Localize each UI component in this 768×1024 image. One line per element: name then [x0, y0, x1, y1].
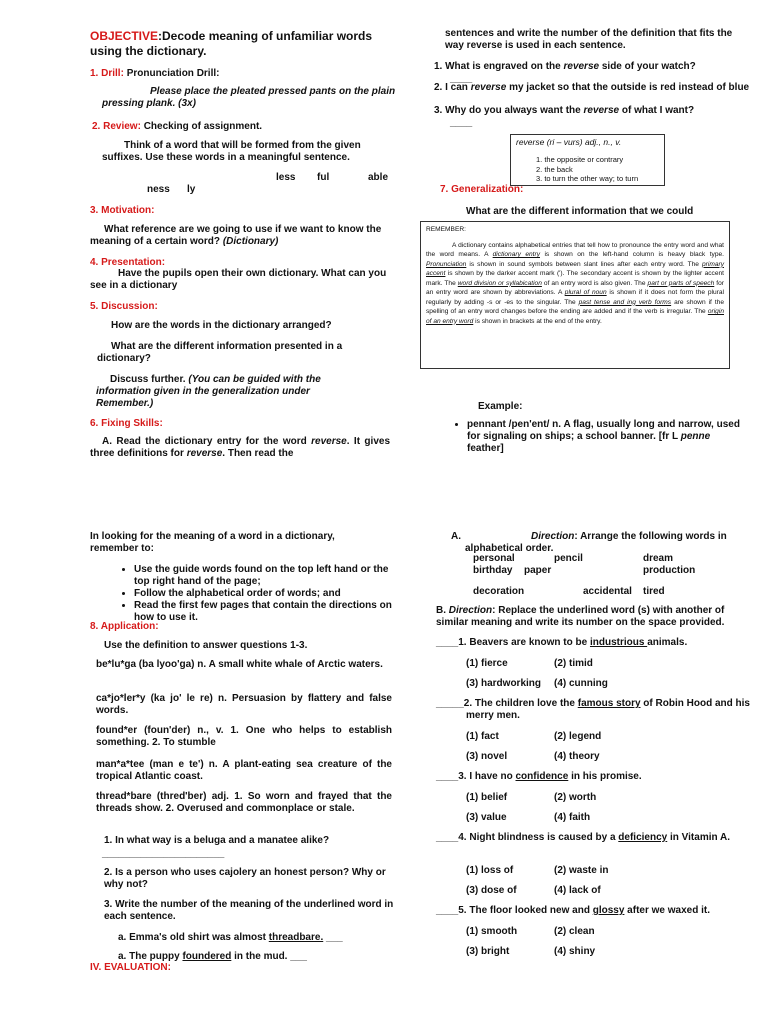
objective	[90, 29, 390, 59]
generalization-label: 7. Generalization:	[440, 184, 524, 195]
review-instruction: Think of a word that will be formed from the given suffixes. Use these words in a meaningful sentence.	[102, 140, 361, 163]
remember-part: is shown by the darker accent mark ('). The secondary accent is shown by the lighter accent mark. The	[426, 270, 724, 287]
bullet-item: • Follow the alphabetical order of words; and	[134, 588, 404, 600]
section-b-direction-label: Direction	[448, 605, 493, 616]
option: (1) fact	[466, 731, 499, 742]
drill-sentence: Please place the pleated pressed pants on the plain pressing plank. (3x)	[102, 86, 396, 109]
item-3-options	[466, 792, 706, 824]
example-entry-word: penne	[680, 431, 711, 442]
def-cajolery: ca*jo*ler*y (ka jo' le re) n. Persuasion by flattery and false words.	[96, 693, 392, 716]
discussion-further-text: Discuss further.	[110, 374, 186, 385]
replace-item-3	[436, 771, 736, 783]
item-underlined-word: confidence	[515, 771, 569, 782]
item-text: of Robin Hood and his merry men.	[466, 698, 750, 721]
item-underlined-word: glossy	[592, 905, 625, 916]
app-qa-word: threadbare.	[268, 932, 324, 943]
reverse-q3-a: 3. Why do you always want the	[434, 105, 581, 116]
def-founder: found*er (foun'der) n., v. 1. One who helps to establish something. 2. To stumble	[96, 725, 392, 748]
word-personal: personal	[473, 553, 515, 564]
app-qb-blank: ___	[290, 951, 307, 962]
review-text: Checking of assignment.	[143, 121, 263, 132]
reverse-q1-a: 1. What is engraved on the	[434, 61, 561, 72]
def-threadbare: thread*bare (thred'ber) adj. 1. So worn and frayed that the threads show. 2. Overused and commonplace or stale.	[96, 791, 392, 814]
remember-bullets	[116, 564, 404, 624]
word-dream: dream	[643, 553, 674, 564]
motivation-question: What reference are we going to use if we want to know the meaning of a certain word?	[90, 224, 382, 247]
reverse-q2	[434, 82, 756, 94]
remember-term-origin: origin of an entry word	[426, 308, 724, 325]
word-accidental: accidental	[583, 586, 632, 597]
option: (4) faith	[554, 812, 591, 823]
example-entry-a: pennant /pen'ent/ n. A flag, usually long and narrow, used for signaling on ships; a school banner. [fr L	[467, 419, 740, 442]
objective-text: :Decode meaning of unfamiliar words using the dictionary.	[90, 29, 373, 58]
example-label: Example:	[478, 401, 523, 412]
example-list	[449, 419, 749, 455]
review	[92, 121, 262, 133]
item-text: after we waxed it.	[624, 905, 710, 916]
app-q1-blank: ______________________	[102, 848, 225, 859]
option: (4) shiny	[554, 946, 596, 957]
replace-item-1	[436, 637, 736, 649]
remember-part: is shown if it does not form the plural regularly by adding -s or -es to the singular. The	[426, 289, 724, 306]
reverse-q1-blank: ____	[450, 73, 473, 84]
item-1-options	[466, 658, 706, 690]
fixing-a-part2: . It gives three definitions for	[90, 436, 390, 459]
word-decoration: decoration	[473, 586, 525, 597]
def-manatee: man*a*tee (man e te') n. A plant-eating sea creature of the tropical Atlantic coast.	[96, 759, 392, 782]
option: (2) waste in	[554, 865, 609, 876]
drill-text: Pronunciation Drill:	[126, 68, 220, 79]
motivation-label: 3. Motivation:	[90, 205, 155, 216]
option: (3) novel	[466, 751, 508, 762]
reverse-q2-a: 2. I can	[434, 82, 468, 93]
drill-label: 1. Drill:	[90, 68, 124, 79]
remember-part: A dictionary contains alphabetical entries that tell how to pronounce the entry word and what the word means. A	[426, 241, 724, 258]
replace-item-4	[436, 832, 766, 844]
app-qa-a: a. Emma's old shirt was almost	[118, 932, 266, 943]
option: (3) dose of	[466, 885, 517, 896]
replace-item-2	[436, 698, 766, 722]
remember-part: for an entry word are shown by abbreviations. A	[426, 279, 724, 296]
item-underlined-word: industrious	[589, 637, 648, 648]
option: (2) worth	[554, 792, 597, 803]
def-beluga: be*lu*ga (ba lyoo'ga) n. A small white whale of Arctic waters.	[96, 659, 383, 670]
application-text: Use the definition to answer questions 1-3.	[104, 640, 308, 651]
app-q3: 3. Write the number of the meaning of the underlined word in each sentence.	[104, 899, 394, 922]
option: (1) smooth	[466, 926, 518, 937]
suffix-able: able	[368, 172, 389, 183]
app-q2: 2. Is a person who uses cajolery an honest person? Why or why not?	[104, 867, 386, 890]
section-b-direction-text: : Replace the underlined word (s) with another of similar meaning and write its number on the space provided.	[436, 605, 725, 628]
app-q1: 1. In what way is a beluga and a manatee alike?	[104, 835, 330, 846]
option: (4) lack of	[554, 885, 601, 896]
discussion-q2: What are the different information presented in a dictionary?	[97, 341, 343, 364]
remember-part: is shown in brackets at the end of the entry.	[473, 317, 602, 325]
remember-part: is shown on the left-hand column is heavy black type.	[540, 251, 724, 258]
motivation-answer: (Dictionary)	[222, 236, 279, 247]
option: (4) cunning	[554, 678, 608, 689]
presentation-text: Have the pupils open their own dictionary. What can you see in a dictionary	[90, 268, 387, 291]
replace-item-5	[436, 905, 736, 917]
option: (4) theory	[554, 751, 600, 762]
item-text: _____2. The children love the	[436, 698, 578, 709]
section-a-direction-label: Direction	[531, 531, 575, 542]
remember-part: are shown if the spelling of an entry word changes before the ending are added and if the verb is irregular. The	[426, 298, 724, 315]
item-text: ____5. The floor looked new and	[436, 905, 593, 916]
word-birthday: birthday	[473, 565, 513, 576]
option: (3) bright	[466, 946, 510, 957]
evaluation-label: IV. EVALUATION:	[90, 962, 171, 973]
continued-text: sentences and write the number of the definition that fits the way reverse is used in each sentence.	[445, 28, 733, 51]
remember-intro: In looking for the meaning of a word in a dictionary, remember to:	[90, 531, 335, 554]
item-underlined-word: famous story	[577, 698, 641, 709]
item-underlined-word: deficiency	[618, 832, 668, 843]
entry-def-1: 1. the opposite or contrary	[536, 155, 624, 164]
objective-label: OBJECTIVE	[90, 29, 159, 43]
fixing-a-part3: . Then read the	[222, 448, 294, 459]
suffix-less: less	[276, 172, 296, 183]
suffix-ness: ness	[147, 184, 170, 195]
app-qb-a: a. The puppy	[118, 951, 180, 962]
remember-term-plural: plural of noun	[564, 289, 607, 296]
item-text: ____1. Beavers are known to be	[436, 637, 590, 648]
example-entry	[467, 419, 749, 455]
entry-def-2: 2. the back	[536, 164, 573, 174]
presentation-label: 4. Presentation:	[90, 257, 166, 268]
reverse-q3-blank: ____	[450, 117, 473, 128]
option: (3) value	[466, 812, 507, 823]
discussion-q1: How are the words in the dictionary arranged?	[111, 320, 332, 331]
option: (3) hardworking	[466, 678, 542, 689]
section-a-direction-text: : Arrange the following words in alphabetical order.	[465, 531, 727, 554]
remember-part: is shown in sound symbols between slant lines after each entry word. The	[466, 260, 703, 268]
dictionary-entry-box	[510, 134, 665, 186]
app-qb-b: in the mud.	[234, 951, 288, 962]
item-text: ____4. Night blindness is caused by a	[436, 832, 619, 843]
reverse-q3-word: reverse	[583, 105, 620, 116]
remember-body	[426, 241, 724, 327]
remember-term-primary-accent: primary accent	[426, 260, 724, 277]
app-qb-word: foundered	[182, 951, 232, 962]
item-text: in Vitamin A.	[667, 832, 731, 843]
remember-box	[420, 221, 730, 369]
reverse-q1-word: reverse	[563, 61, 600, 72]
reverse-q2-word: reverse	[470, 82, 507, 93]
motivation-text	[90, 224, 395, 248]
generalization-text: What are the different information that we could	[466, 206, 694, 217]
entry-def-3: 3. to turn the other way; to turn	[536, 174, 639, 183]
remember-term-pronunciation: Pronunciation	[426, 260, 467, 268]
word-production: production	[643, 565, 696, 576]
fixing-a-word2: reverse	[186, 448, 223, 459]
review-label: 2. Review:	[92, 121, 141, 132]
remember-part: of an entry word is also given. The	[541, 279, 648, 287]
remember-term-syllabication: word division or syllabication	[457, 279, 542, 287]
entry-head: reverse (ri – vurs) adj., n., v.	[516, 137, 622, 147]
reverse-q2-b: my jacket so that the outside is red instead of blue	[509, 82, 750, 93]
suffix-ly: ly	[187, 184, 196, 195]
drill	[90, 68, 219, 80]
reverse-q3	[434, 105, 740, 129]
option: (1) loss of	[466, 865, 514, 876]
option: (2) legend	[554, 731, 602, 742]
option: (1) belief	[466, 792, 508, 803]
item-4-options	[466, 865, 706, 897]
discussion-note: (You can be guided with the information given in the generalization under Remember.)	[96, 374, 321, 409]
discussion-label: 5. Discussion:	[90, 301, 158, 312]
app-qa-blank: ___	[326, 932, 343, 943]
word-paper: paper	[524, 565, 552, 576]
fixing-a-part1: A. Read the dictionary entry for the word	[102, 436, 307, 447]
discussion-further	[96, 374, 366, 410]
item-5-options	[466, 926, 706, 958]
application-label: 8. Application:	[90, 621, 159, 632]
item-text: ____3. I have no	[436, 771, 516, 782]
section-a-label: A.	[451, 531, 461, 542]
section-b	[436, 605, 736, 629]
remember-term-dictionary-entry: dictionary entry	[492, 251, 540, 258]
section-a-direction	[465, 531, 735, 555]
suffix-ful: ful	[317, 172, 330, 183]
item-text: animals.	[647, 637, 688, 648]
option: (2) clean	[554, 926, 595, 937]
item-text: in his promise.	[568, 771, 642, 782]
fixing-a	[90, 436, 390, 460]
bullet-item: • Use the guide words found on the top left hand or the top right hand of the page;	[134, 564, 404, 588]
example-entry-b: feather]	[467, 443, 504, 454]
fixing-label: 6. Fixing Skills:	[90, 418, 163, 429]
app-qa	[118, 932, 343, 944]
word-pencil: pencil	[554, 553, 583, 564]
remember-term-past-tense: past tense and ing verb forms	[578, 298, 672, 306]
item-2-options	[466, 731, 706, 763]
remember-term-parts-of-speech: part or parts of speech	[647, 279, 715, 287]
fixing-a-word1: reverse	[311, 436, 347, 447]
reverse-q3-b: of what I want?	[621, 105, 695, 116]
option: (1) fierce	[466, 658, 508, 669]
bullet-item: • Read the first few pages that contain the directions on how to use it.	[134, 600, 404, 624]
word-tired: tired	[643, 586, 665, 597]
reverse-q1-b: side of your watch?	[601, 61, 696, 72]
option: (2) timid	[554, 658, 593, 669]
section-b-label: B.	[436, 605, 446, 616]
remember-title: REMEMBER:	[426, 226, 466, 233]
